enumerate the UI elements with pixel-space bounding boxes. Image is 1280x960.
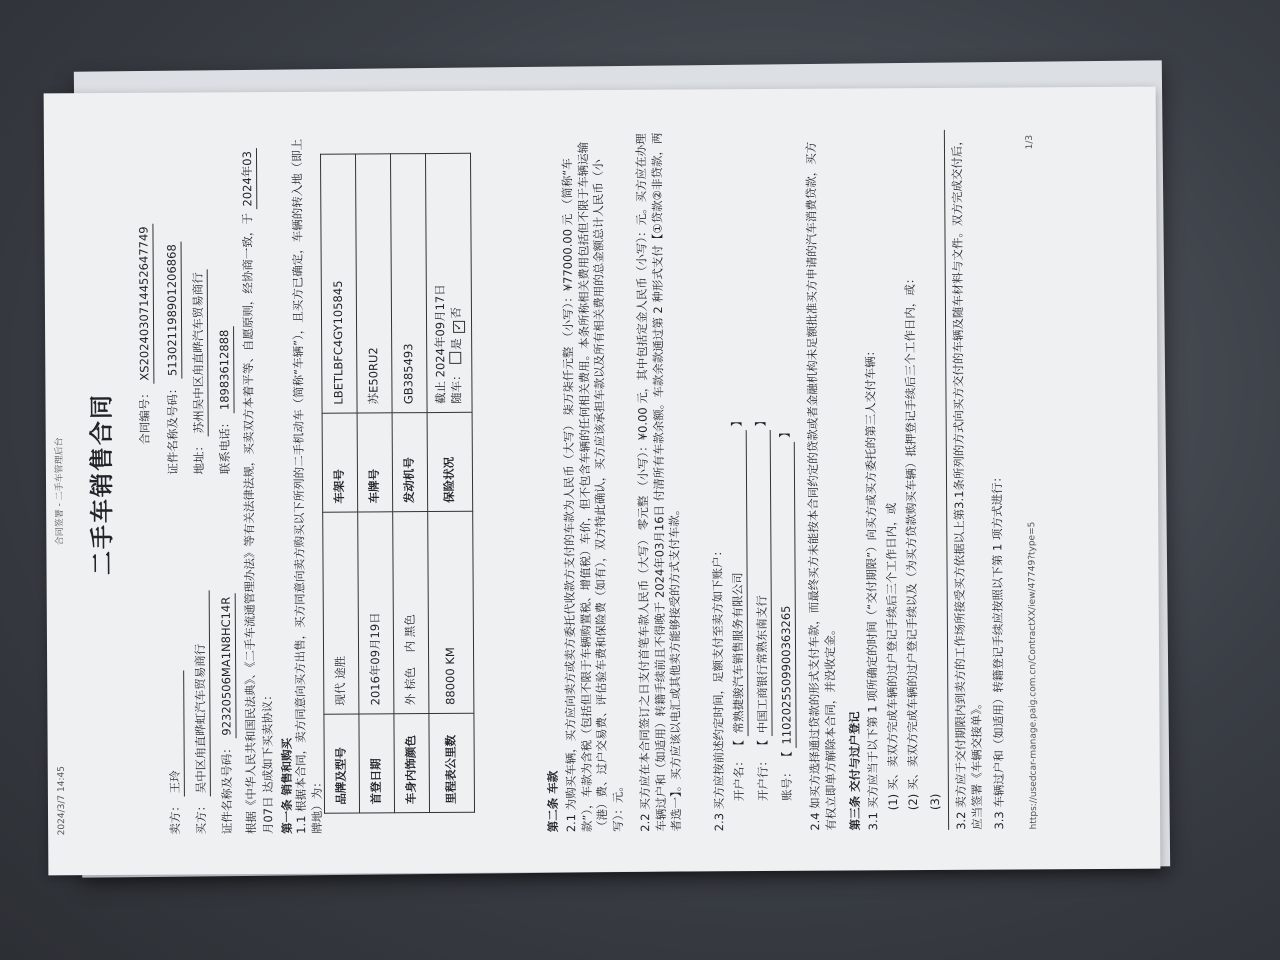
seller-id-label: 证件名称及号码：	[165, 382, 180, 475]
engine-value: GB385493	[390, 154, 427, 413]
mileage-value: 88000 KM	[428, 511, 474, 713]
seller-label: 卖方：	[167, 800, 183, 835]
reg-date-label: 首登日期	[359, 714, 395, 813]
buyer-id-row	[219, 594, 237, 835]
exterior-color: 外 棕色	[403, 666, 418, 706]
buyer-name: 吴中区甪直晔虹汽车贸易商行	[193, 590, 211, 796]
reg-date-value: 2016年09月19日	[358, 512, 394, 714]
bank-name: 中国工商银行常熟东南支行	[754, 430, 772, 736]
account-name-row: 开户名： 【 常熟捷骏汽车销售服务有限公司 】	[730, 415, 749, 801]
preamble-text-2: 月07日 达成如下买卖协议：	[259, 689, 275, 835]
mileage-label: 里程表公里数	[429, 713, 474, 812]
account-name: 常熟捷骏汽车销售服务有限公司	[730, 430, 748, 736]
article-3-title: 第三条 交付与过户登记	[847, 711, 863, 831]
checkbox-no	[453, 321, 465, 333]
buyer-phone-label: 联系电话：	[217, 416, 232, 475]
buyer-phone-row	[217, 327, 234, 475]
buyer-label: 买方：	[193, 799, 209, 835]
clause-3-3: 3.3 车辆过户和（如适用）转籍登记手续应按照以下第 1 项方式进行：	[989, 470, 1007, 830]
clause-3-1-1: (1) 买、卖双方完成车辆的过户登记手续后三个工作日内，或	[884, 502, 901, 811]
header-breadcrumb: 合同签署 - 二手车管理后台	[54, 437, 66, 546]
insurance-value	[425, 153, 471, 412]
clause-2-2: 2.2 买方应在本合同签订之日支付首笔车款人民币（大写） 零元整 （小写）：¥0.00 元，其中包括定金人民币（小写）：元。买方应在办理车辆过户和（如适用）转籍手续前且不得晚于 2024年03月16日 付清所有车款余额。车款余款通过第 2 种形式支付【①贷款②非贷款，两者选一】。买方应该以电汇或其他卖方能够接受的方式支付车款。	[633, 132, 684, 832]
buyer-row	[193, 590, 211, 834]
page-title: 二手车销售合同	[87, 392, 117, 576]
buyer-address: 苏州吴中区甪直晔汽车贸易商行	[191, 269, 209, 436]
table-row	[320, 154, 359, 813]
seller-id: 513021198901206868	[165, 241, 182, 379]
insurance-with-car	[448, 162, 465, 404]
insurance-due: 截止 2024年09月17日	[432, 284, 448, 405]
preamble	[240, 134, 276, 834]
interior-color: 内 黑色	[403, 614, 418, 653]
clause-3-1: 3.1 买方应当于以下第 1 项所确定的时间（“交付期限”）向买方或买方委托的第三人交付车辆：	[863, 344, 881, 831]
buyer-address-label: 地址：	[191, 439, 206, 475]
seller-row	[167, 670, 185, 834]
print-timestamp: 2024/3/7 14:45	[56, 766, 68, 836]
contract-paper	[44, 87, 1161, 876]
clause-2-1: 2.1 为购买车辆，买方应向卖方或卖方委托代收款方支付的车款为人民币（大写） 柒万柒仟元整 （小写）：¥77000.00 元 （简称“车款”），车款为含税（包括但不限于车辆购置税、增值税）车价，但不包含车辆的任何相关费用。本条所称相关费用包括但不限于车辆运输（港）费、过户交易费、评估验车费和保险费（如有），双方特此确认，买方应该承担车款以及所有相关费用的总金额总计人民币（小写）：元。	[560, 141, 625, 833]
clause-3-1-2: (2) 买、卖双方完成车辆的过户登记手续以及（为买方贷款购买车辆）抵押登记手续后三个工作日内，或：	[902, 272, 921, 811]
color-value	[393, 512, 429, 714]
table-row	[355, 154, 394, 813]
clause-3-1-3: (3)	[927, 793, 943, 811]
preamble-text: 根据《中华人民共和国民法典》、《二手车流通管理办法》等有关法律法规，买卖双方本着平等、自愿原则，经协商一致，于	[240, 213, 259, 835]
buyer-id-label: 证件名称及号码：	[219, 742, 235, 835]
table-row	[425, 153, 474, 812]
clause-2-3: 2.3 买方应按前述约定时间，足额支付至卖方如下账户：	[710, 544, 727, 832]
brand-value: 现代 途胜	[323, 512, 359, 714]
contract-number	[136, 223, 154, 444]
buyer-address-row	[191, 269, 209, 474]
plate-label: 车牌号	[357, 413, 393, 512]
table-row	[390, 154, 429, 813]
no-label: 否	[448, 307, 463, 319]
color-label: 车身内饰颜色	[394, 714, 430, 813]
article-1-title: 第一条 销售和购买	[279, 737, 295, 834]
account-name-label: 开户名：	[731, 755, 746, 802]
contract-page	[44, 87, 1161, 876]
brand-label: 品牌及型号	[324, 714, 360, 813]
page-number: 1/3	[1024, 134, 1035, 150]
contract-number-label: 合同编号：	[137, 387, 152, 445]
buyer-phone: 18983612888	[217, 327, 234, 414]
clause-1-1: 1.1 根据本合同，卖方同意向买方出售，买方同意向卖方购买以下所列的二手机动车（简称“车辆”），且买方已确定，车辆的转入地（即上牌地）为：	[289, 138, 324, 834]
divider	[944, 130, 949, 830]
article-2-title: 第二条 车款	[545, 770, 561, 833]
footer-url: https://usedcar-manage.paig.com.cn/ContractXX/iew/47749?type=5	[1027, 521, 1040, 830]
checkbox-yes	[449, 352, 461, 364]
engine-label: 发动机号	[392, 413, 428, 512]
account-no-row: 账号： 【 1102025509900363265 】	[778, 426, 797, 801]
clause-3-2: 3.2 卖方应于交付期限内到卖方的工作场所接受买方依据以上第3.1条所列的方式向买方交付的车辆及随车材料与文件。双方完成交付后，应当签署《车辆交接单》。	[949, 134, 984, 830]
account-no: 1102025509900363265	[778, 442, 796, 748]
yes-label: 是	[448, 338, 463, 350]
seller-name: 王玲	[167, 670, 184, 796]
vin-label: 车架号	[322, 413, 358, 512]
preamble-date: 2024年03	[240, 148, 257, 210]
bank-row: 开户行： 【 中国工商银行常熟东南支行 】	[754, 415, 773, 801]
account-no-label: 账号：	[779, 766, 794, 801]
contract-number-value: XS2024030714452647749	[136, 223, 153, 383]
plate-value: 苏E50RU2	[355, 154, 392, 413]
clause-2-4: 2.4 如买方选择通过贷款的形式支付车款，而最终买方未能按本合同约定的贷款或者金融机构未足额批准买方申请的汽车消费贷款，买方有权立即单方解除本合同，并没收定金。	[803, 141, 838, 831]
vin-value: LBETLBFC4GY105845	[320, 154, 357, 413]
buyer-id: 92320506MA1N8HC14R	[219, 594, 236, 739]
bank-label: 开户行：	[755, 754, 770, 802]
vehicle-table	[320, 153, 475, 814]
with-car-label: 随车：	[448, 369, 464, 404]
seller-id-row	[165, 241, 183, 474]
insurance-label: 保险状况	[427, 412, 472, 511]
